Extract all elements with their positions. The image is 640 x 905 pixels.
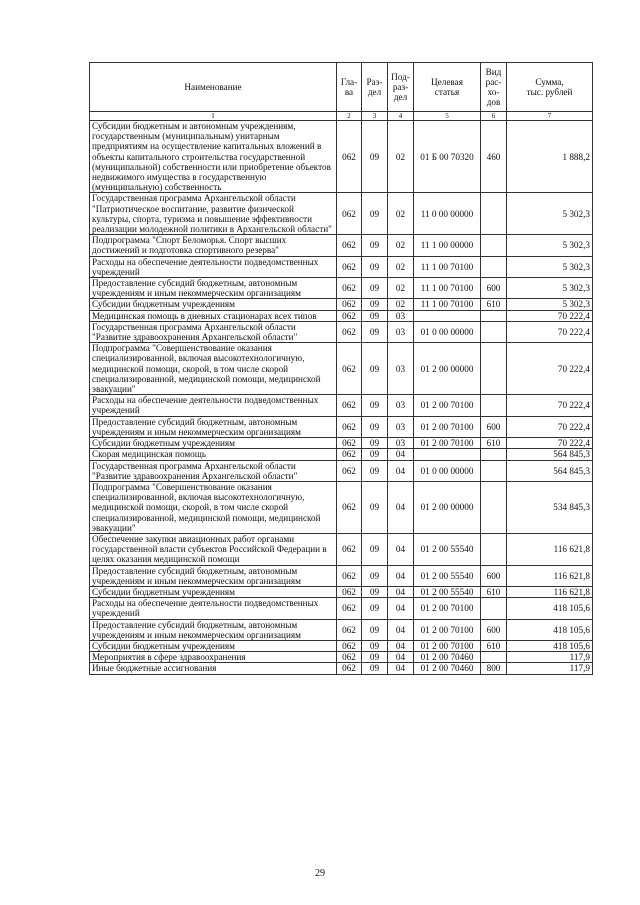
row-name: Субсидии бюджетным учреждениям bbox=[90, 438, 337, 449]
row-podrazdel: 04 bbox=[388, 533, 414, 565]
table-row bbox=[90, 235, 593, 256]
row-vid bbox=[481, 598, 507, 619]
row-razdel: 09 bbox=[362, 256, 388, 277]
row-podrazdel: 04 bbox=[388, 449, 414, 460]
row-razdel: 09 bbox=[362, 193, 388, 235]
row-glava: 062 bbox=[337, 395, 362, 416]
row-name: Государственная программа Архангельской области "Патриотическое воспитание, развитие физической культуры, спорта, туризма и повышение эффективности реализации молодежной политики в Архангельской области" bbox=[90, 193, 337, 235]
row-target: 01 2 00 70100 bbox=[414, 598, 481, 619]
header-sum: Сумма, тыс. рублей bbox=[507, 63, 593, 112]
row-target: 11 1 00 70100 bbox=[414, 278, 481, 299]
row-glava: 062 bbox=[337, 598, 362, 619]
table-row bbox=[90, 438, 593, 449]
row-podrazdel: 04 bbox=[388, 565, 414, 586]
row-glava: 062 bbox=[337, 310, 362, 321]
row-vid: 600 bbox=[481, 565, 507, 586]
row-vid: 610 bbox=[481, 438, 507, 449]
page-number: 29 bbox=[315, 868, 325, 879]
column-number: 6 bbox=[481, 112, 507, 121]
row-target: 11 0 00 00000 bbox=[414, 193, 481, 235]
row-sum: 5 302,3 bbox=[507, 193, 593, 235]
row-target: 01 2 00 00000 bbox=[414, 481, 481, 533]
row-razdel: 09 bbox=[362, 481, 388, 533]
row-vid bbox=[481, 481, 507, 533]
row-vid: 600 bbox=[481, 416, 507, 437]
table-row bbox=[90, 640, 593, 651]
table-row bbox=[90, 299, 593, 310]
table-row bbox=[90, 663, 593, 674]
column-number: 7 bbox=[507, 112, 593, 121]
row-name: Расходы на обеспечение деятельности подведомственных учреждений bbox=[90, 395, 337, 416]
row-sum: 564 845,3 bbox=[507, 449, 593, 460]
row-razdel: 09 bbox=[362, 321, 388, 342]
row-razdel: 09 bbox=[362, 121, 388, 193]
row-razdel: 09 bbox=[362, 310, 388, 321]
row-target: 01 2 00 00000 bbox=[414, 343, 481, 395]
row-sum: 5 302,3 bbox=[507, 256, 593, 277]
row-target: 01 2 00 55540 bbox=[414, 565, 481, 586]
row-podrazdel: 04 bbox=[388, 640, 414, 651]
row-name: Расходы на обеспечение деятельности подведомственных учреждений bbox=[90, 598, 337, 619]
row-razdel: 09 bbox=[362, 565, 388, 586]
row-target: 01 2 00 70100 bbox=[414, 438, 481, 449]
row-vid: 600 bbox=[481, 619, 507, 640]
row-podrazdel: 03 bbox=[388, 343, 414, 395]
row-vid: 610 bbox=[481, 640, 507, 651]
row-glava: 062 bbox=[337, 416, 362, 437]
row-podrazdel: 03 bbox=[388, 416, 414, 437]
row-vid bbox=[481, 193, 507, 235]
row-podrazdel: 04 bbox=[388, 598, 414, 619]
row-name: Предоставление субсидий бюджетным, автономным учреждениям и иным некоммерческим организациям bbox=[90, 278, 337, 299]
row-target: 01 0 00 00000 bbox=[414, 460, 481, 481]
row-name: Субсидии бюджетным учреждениям bbox=[90, 299, 337, 310]
row-razdel: 09 bbox=[362, 416, 388, 437]
table-body bbox=[90, 121, 593, 675]
row-name: Субсидии бюджетным учреждениям bbox=[90, 640, 337, 651]
table-row bbox=[90, 460, 593, 481]
row-vid bbox=[481, 449, 507, 460]
table-row bbox=[90, 619, 593, 640]
row-sum: 418 105,6 bbox=[507, 619, 593, 640]
row-razdel: 09 bbox=[362, 533, 388, 565]
row-vid: 600 bbox=[481, 278, 507, 299]
header-name: Наименование bbox=[90, 63, 337, 112]
row-name: Подпрограмма "Совершенствование оказания специализированной, включая высокотехнологичную, медицинской помощи, скорой, в том числе скорой специализированной, медицинской помощи, медицинской эвакуации" bbox=[90, 343, 337, 395]
row-razdel: 09 bbox=[362, 438, 388, 449]
row-podrazdel: 02 bbox=[388, 121, 414, 193]
table-row bbox=[90, 565, 593, 586]
row-sum: 116 621,8 bbox=[507, 533, 593, 565]
row-razdel: 09 bbox=[362, 460, 388, 481]
table-row bbox=[90, 321, 593, 342]
column-number: 5 bbox=[414, 112, 481, 121]
column-number: 2 bbox=[337, 112, 362, 121]
row-razdel: 09 bbox=[362, 586, 388, 597]
row-name: Иные бюджетные ассигнования bbox=[90, 663, 337, 674]
row-vid bbox=[481, 256, 507, 277]
row-sum: 116 621,8 bbox=[507, 586, 593, 597]
row-glava: 062 bbox=[337, 640, 362, 651]
row-podrazdel: 03 bbox=[388, 321, 414, 342]
row-target: 01 2 00 70460 bbox=[414, 663, 481, 674]
row-razdel: 09 bbox=[362, 395, 388, 416]
row-podrazdel: 02 bbox=[388, 299, 414, 310]
row-glava: 062 bbox=[337, 652, 362, 663]
row-glava: 062 bbox=[337, 321, 362, 342]
row-vid: 460 bbox=[481, 121, 507, 193]
row-razdel: 09 bbox=[362, 619, 388, 640]
row-name: Медицинская помощь в дневных стационарах всех типов bbox=[90, 310, 337, 321]
column-number-row bbox=[90, 112, 593, 121]
row-target: 01 2 00 55540 bbox=[414, 586, 481, 597]
table-row bbox=[90, 586, 593, 597]
row-vid bbox=[481, 321, 507, 342]
row-razdel: 09 bbox=[362, 343, 388, 395]
row-sum: 117,9 bbox=[507, 663, 593, 674]
row-glava: 062 bbox=[337, 438, 362, 449]
row-podrazdel: 03 bbox=[388, 438, 414, 449]
row-glava: 062 bbox=[337, 343, 362, 395]
row-podrazdel: 04 bbox=[388, 460, 414, 481]
row-glava: 062 bbox=[337, 193, 362, 235]
row-vid bbox=[481, 235, 507, 256]
row-vid bbox=[481, 533, 507, 565]
row-sum: 70 222,4 bbox=[507, 310, 593, 321]
row-sum: 116 621,8 bbox=[507, 565, 593, 586]
row-target: 11 1 00 70100 bbox=[414, 299, 481, 310]
row-podrazdel: 04 bbox=[388, 619, 414, 640]
table-row bbox=[90, 256, 593, 277]
row-target bbox=[414, 449, 481, 460]
row-podrazdel: 02 bbox=[388, 235, 414, 256]
table-row bbox=[90, 310, 593, 321]
column-number: 3 bbox=[362, 112, 388, 121]
row-razdel: 09 bbox=[362, 449, 388, 460]
table-row bbox=[90, 121, 593, 193]
row-target: 01 Б 00 70320 bbox=[414, 121, 481, 193]
header-glava: Гла- ва bbox=[337, 63, 362, 112]
row-name: Предоставление субсидий бюджетным, автономным учреждениям и иным некоммерческим организациям bbox=[90, 619, 337, 640]
row-glava: 062 bbox=[337, 533, 362, 565]
row-sum: 5 302,3 bbox=[507, 299, 593, 310]
row-podrazdel: 03 bbox=[388, 310, 414, 321]
row-glava: 062 bbox=[337, 299, 362, 310]
row-glava: 062 bbox=[337, 449, 362, 460]
row-vid: 610 bbox=[481, 586, 507, 597]
row-name: Расходы на обеспечение деятельности подведомственных учреждений bbox=[90, 256, 337, 277]
table-row bbox=[90, 533, 593, 565]
row-sum: 1 888,2 bbox=[507, 121, 593, 193]
row-razdel: 09 bbox=[362, 299, 388, 310]
row-sum: 70 222,4 bbox=[507, 321, 593, 342]
row-target: 01 2 00 70100 bbox=[414, 395, 481, 416]
row-name: Субсидии бюджетным учреждениям bbox=[90, 586, 337, 597]
row-target: 11 1 00 70100 bbox=[414, 256, 481, 277]
row-vid bbox=[481, 652, 507, 663]
table-row bbox=[90, 652, 593, 663]
row-glava: 062 bbox=[337, 565, 362, 586]
row-target: 11 1 00 00000 bbox=[414, 235, 481, 256]
row-sum: 5 302,3 bbox=[507, 278, 593, 299]
column-number: 1 bbox=[90, 112, 337, 121]
row-name: Предоставление субсидий бюджетным, автономным учреждениям и иным некоммерческим организациям bbox=[90, 565, 337, 586]
row-sum: 70 222,4 bbox=[507, 416, 593, 437]
row-vid: 800 bbox=[481, 663, 507, 674]
header-vid: Вид рас- хо- дов bbox=[481, 63, 507, 112]
row-target: 01 2 00 70100 bbox=[414, 416, 481, 437]
row-sum: 5 302,3 bbox=[507, 235, 593, 256]
row-target: 01 2 00 70100 bbox=[414, 619, 481, 640]
row-podrazdel: 02 bbox=[388, 256, 414, 277]
row-sum: 418 105,6 bbox=[507, 640, 593, 651]
row-podrazdel: 02 bbox=[388, 193, 414, 235]
row-sum: 418 105,6 bbox=[507, 598, 593, 619]
row-razdel: 09 bbox=[362, 235, 388, 256]
row-podrazdel: 04 bbox=[388, 663, 414, 674]
row-target: 01 2 00 70460 bbox=[414, 652, 481, 663]
row-razdel: 09 bbox=[362, 652, 388, 663]
table-row bbox=[90, 278, 593, 299]
row-podrazdel: 04 bbox=[388, 481, 414, 533]
row-target: 01 2 00 70100 bbox=[414, 640, 481, 651]
row-sum: 534 845,3 bbox=[507, 481, 593, 533]
table-row bbox=[90, 481, 593, 533]
row-vid bbox=[481, 343, 507, 395]
table-row bbox=[90, 193, 593, 235]
row-razdel: 09 bbox=[362, 598, 388, 619]
row-vid bbox=[481, 460, 507, 481]
row-name: Субсидии бюджетным и автономным учреждениям, государственным (муниципальным) унитарным предприятиям на осуществление капитальных вложений в объекты капитального строительства государственной (муниципальной) собственности или приобретение объектов недвижимого имущества в государственную (муниципальную) собственность bbox=[90, 121, 337, 193]
table-row bbox=[90, 395, 593, 416]
row-target: 01 0 00 00000 bbox=[414, 321, 481, 342]
row-sum: 70 222,4 bbox=[507, 343, 593, 395]
table-row bbox=[90, 449, 593, 460]
row-glava: 062 bbox=[337, 235, 362, 256]
row-glava: 062 bbox=[337, 586, 362, 597]
header-razdel: Раз- дел bbox=[362, 63, 388, 112]
row-sum: 564 845,3 bbox=[507, 460, 593, 481]
row-vid: 610 bbox=[481, 299, 507, 310]
row-name: Скорая медицинская помощь bbox=[90, 449, 337, 460]
row-podrazdel: 02 bbox=[388, 278, 414, 299]
row-sum: 117,9 bbox=[507, 652, 593, 663]
row-glava: 062 bbox=[337, 619, 362, 640]
row-sum: 70 222,4 bbox=[507, 395, 593, 416]
row-name: Предоставление субсидий бюджетным, автономным учреждениям и иным некоммерческим организациям bbox=[90, 416, 337, 437]
row-target: 01 2 00 55540 bbox=[414, 533, 481, 565]
table-header-row bbox=[90, 63, 593, 112]
header-podrazdel: Под- раз- дел bbox=[388, 63, 414, 112]
row-glava: 062 bbox=[337, 460, 362, 481]
row-name: Подпрограмма "Совершенствование оказания специализированной, включая высокотехнологичную, медицинской помощи, скорой, в том числе скорой специализированной, медицинской помощи, медицинской эвакуации" bbox=[90, 481, 337, 533]
table-row bbox=[90, 598, 593, 619]
row-razdel: 09 bbox=[362, 278, 388, 299]
row-razdel: 09 bbox=[362, 663, 388, 674]
row-name: Государственная программа Архангельской области "Развитие здравоохранения Архангельской области" bbox=[90, 460, 337, 481]
row-glava: 062 bbox=[337, 481, 362, 533]
row-sum: 70 222,4 bbox=[507, 438, 593, 449]
row-podrazdel: 04 bbox=[388, 586, 414, 597]
row-podrazdel: 03 bbox=[388, 395, 414, 416]
row-vid bbox=[481, 395, 507, 416]
table-row bbox=[90, 343, 593, 395]
row-podrazdel: 04 bbox=[388, 652, 414, 663]
row-glava: 062 bbox=[337, 256, 362, 277]
row-razdel: 09 bbox=[362, 640, 388, 651]
row-name: Обеспечение закупки авиационных работ органами государственной власти субъектов Российской Федерации в целях оказания медицинской помощи bbox=[90, 533, 337, 565]
row-name: Мероприятия в сфере здравоохранения bbox=[90, 652, 337, 663]
table-row bbox=[90, 416, 593, 437]
row-name: Подпрограмма "Спорт Беломорья. Спорт высших достижений и подготовка спортивного резерва" bbox=[90, 235, 337, 256]
row-glava: 062 bbox=[337, 121, 362, 193]
row-glava: 062 bbox=[337, 278, 362, 299]
row-target bbox=[414, 310, 481, 321]
row-glava: 062 bbox=[337, 663, 362, 674]
budget-table bbox=[89, 62, 593, 675]
header-target: Целевая статья bbox=[414, 63, 481, 112]
row-vid bbox=[481, 310, 507, 321]
row-name: Государственная программа Архангельской области "Развитие здравоохранения Архангельской области" bbox=[90, 321, 337, 342]
column-number: 4 bbox=[388, 112, 414, 121]
